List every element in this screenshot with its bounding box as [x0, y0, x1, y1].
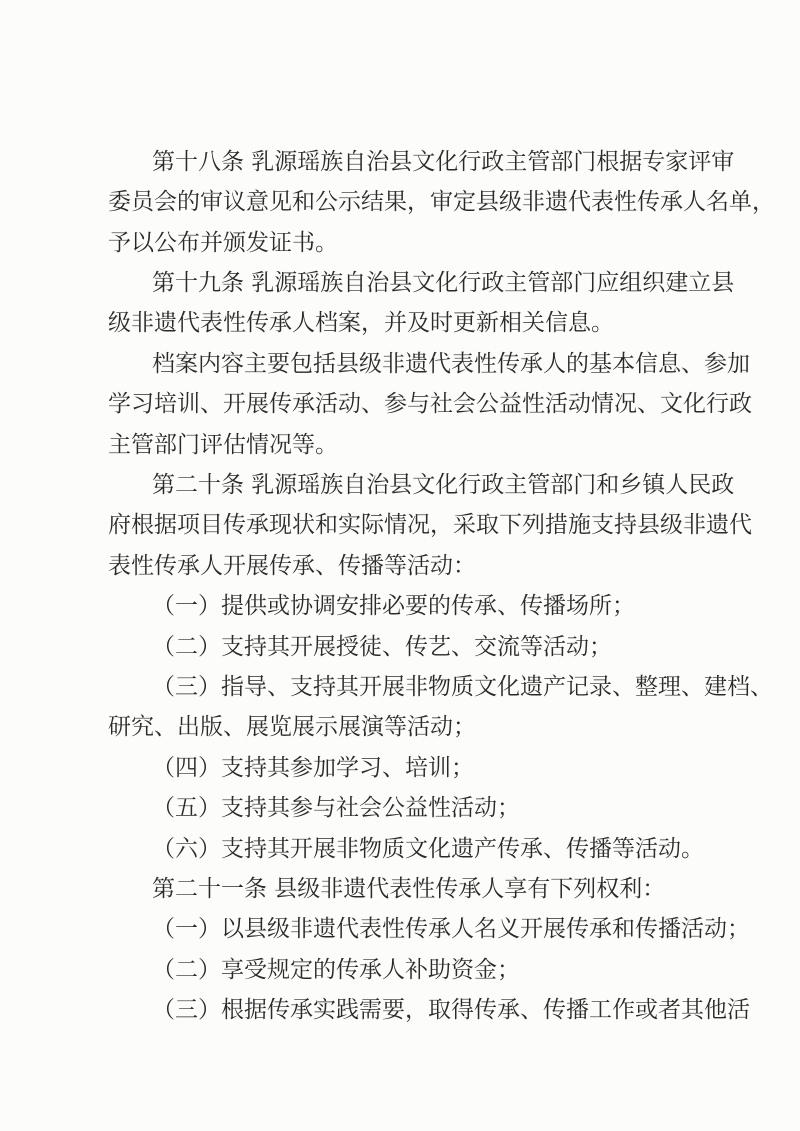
article-19-heading-line: 第十九条 乳源瑶族自治县文化行政主管部门应组织建立县 — [152, 270, 735, 296]
text-line: 学习培训、开展传承活动、参与社会公益性活动情况、文化行政 — [108, 391, 752, 417]
text-line: 府根据项目传承现状和实际情况，采取下列措施支持县级非遗代 — [108, 512, 752, 538]
list-item: （二）支持其开展授徒、传艺、交流等活动； — [152, 634, 612, 660]
paragraph-start-line: 档案内容主要包括县级非遗代表性传承人的基本信息、参加 — [152, 351, 750, 377]
list-item: （六）支持其开展非物质文化遗产传承、传播等活动。 — [152, 836, 704, 862]
article-18-heading-line: 第十八条 乳源瑶族自治县文化行政主管部门根据专家评审 — [152, 149, 735, 175]
list-item: （一）以县级非遗代表性传承人名义开展传承和传播活动； — [152, 916, 750, 942]
list-item: （三）指导、支持其开展非物质文化遗产记录、整理、建档、 — [152, 674, 773, 700]
text-line: 予以公布并颁发证书。 — [108, 230, 338, 256]
text-line: 委员会的审议意见和公示结果，审定县级非遗代表性传承人名单， — [108, 189, 775, 215]
article-21-heading-line: 第二十一条 县级非遗代表性传承人享有下列权利： — [152, 876, 666, 902]
text-line: 研究、出版、展览展示展演等活动； — [108, 714, 476, 740]
article-20-heading-line: 第二十条 乳源瑶族自治县文化行政主管部门和乡镇人民政 — [152, 472, 735, 498]
text-line: 主管部门评估情况等。 — [108, 432, 338, 458]
list-item: （一）提供或协调安排必要的传承、传播场所； — [152, 593, 635, 619]
text-line: 表性传承人开展传承、传播等活动： — [108, 553, 476, 579]
text-line: 级非遗代表性传承人档案，并及时更新相关信息。 — [108, 310, 614, 336]
list-item: （四）支持其参加学习、培训； — [152, 755, 474, 781]
list-item: （二）享受规定的传承人补助资金； — [152, 957, 520, 983]
list-item: （五）支持其参与社会公益性活动； — [152, 795, 520, 821]
list-item: （三）根据传承实践需要，取得传承、传播工作或者其他活 — [152, 997, 750, 1023]
